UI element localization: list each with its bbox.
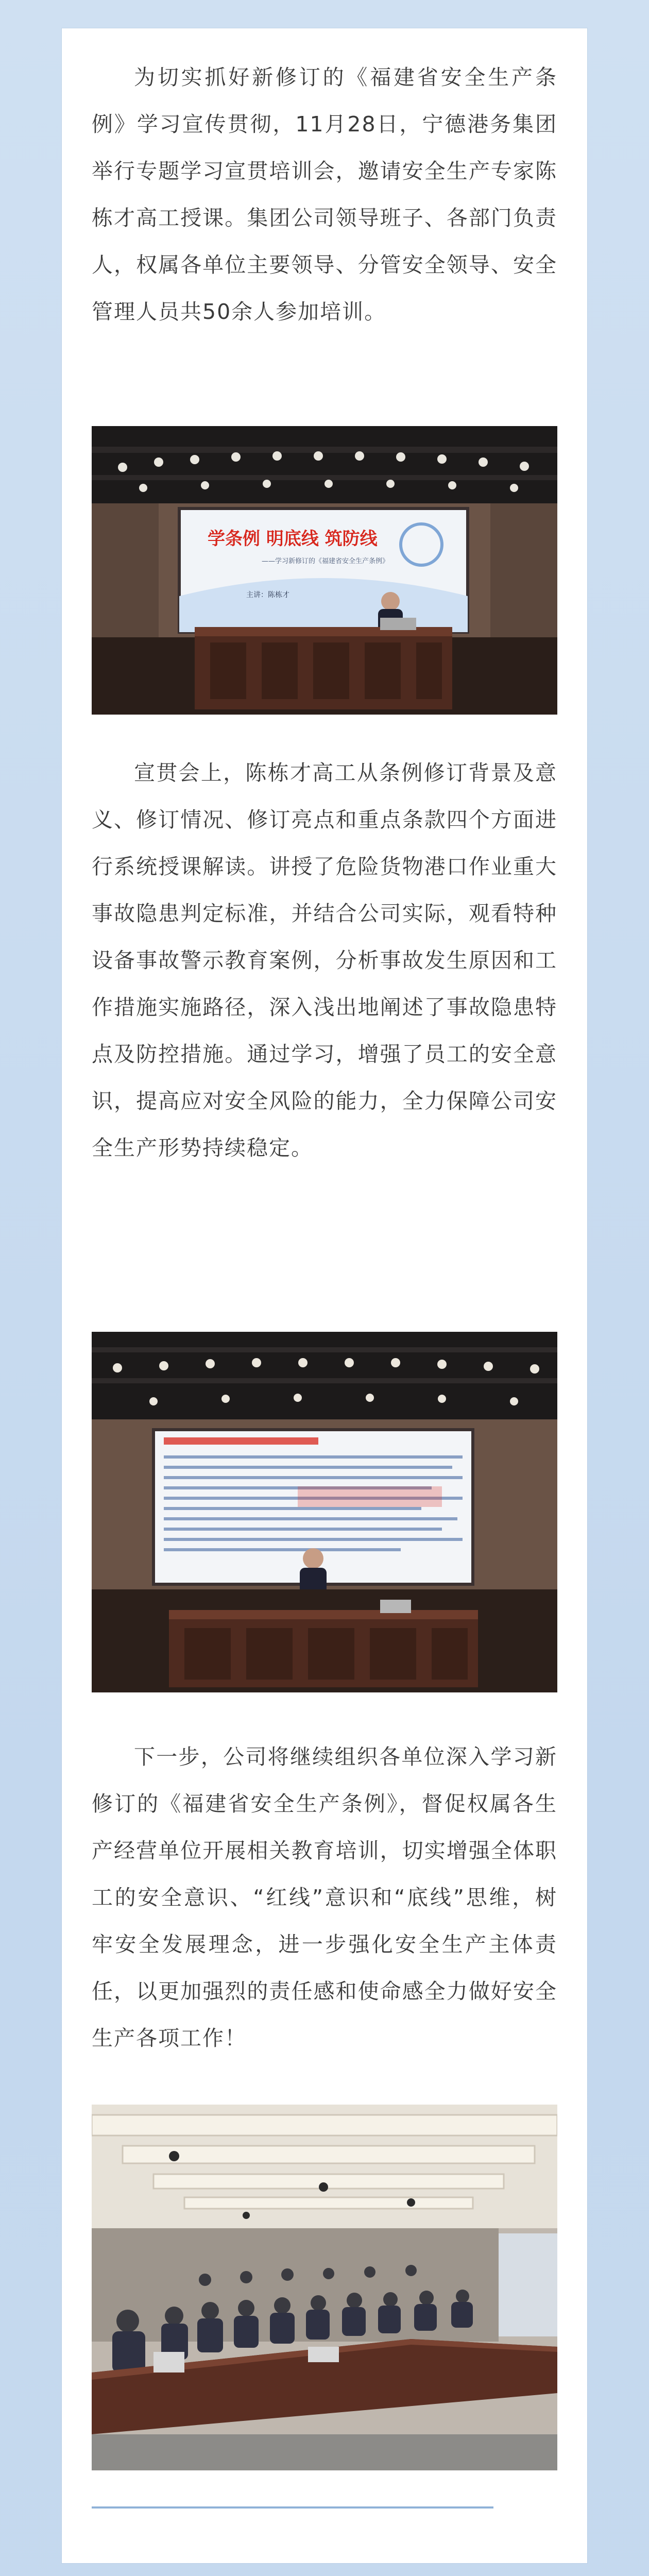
photo1-subtitle-text: ——学习新修订的《福建省安全生产条例》: [262, 557, 389, 565]
meeting-photo-2: [92, 1332, 557, 1692]
meeting-photo-3: [92, 2105, 557, 2470]
photo1-slogan-text: 学条例 明底线 筑防线: [208, 529, 378, 549]
photo1-speaker-text: 主讲：陈栋才: [246, 591, 289, 599]
article-paragraph-2: 宣贯会上，陈栋才高工从条例修订背景及意义、修订情况、修订亮点和重点条款四个方面进行系统授课解读。讲授了危险货物港口作业重大事故隐患判定标准，并结合公司实际，观看特种设备事故警示教育案例，分析事故发生原因和工作措施实施路径，深入浅出地阐述了事故隐患特点及防控措施。通过学习，增强了员工的安全意识，提高应对安全风险的能力，全力保障公司安全生产形势持续稳定。: [92, 760, 557, 1160]
meeting-photo-1: [92, 426, 557, 715]
article-paragraph-3: 下一步，公司将继续组织各单位深入学习新修订的《福建省安全生产条例》，督促权属各生产经营单位开展相关教育培训，切实增强全体职工的安全意识、“红线”意识和“底线”思维，树牢安全发展理念，进一步强化安全生产主体责任，以更加强烈的责任感和使命感全力做好安全生产各项工作！: [92, 1744, 557, 2050]
article-end-divider: [92, 2506, 493, 2509]
article-paragraph-1: 为切实抓好新修订的《福建省安全生产条例》学习宣传贯彻，11月28日，宁德港务集团举行专题学习宣贯培训会，邀请安全生产专家陈栋才高工授课。集团公司领导班子、各部门负责人，权属各单位主要领导、分管安全领导、安全管理人员共50余人参加培训。: [92, 65, 557, 324]
article-card: [62, 28, 587, 2563]
